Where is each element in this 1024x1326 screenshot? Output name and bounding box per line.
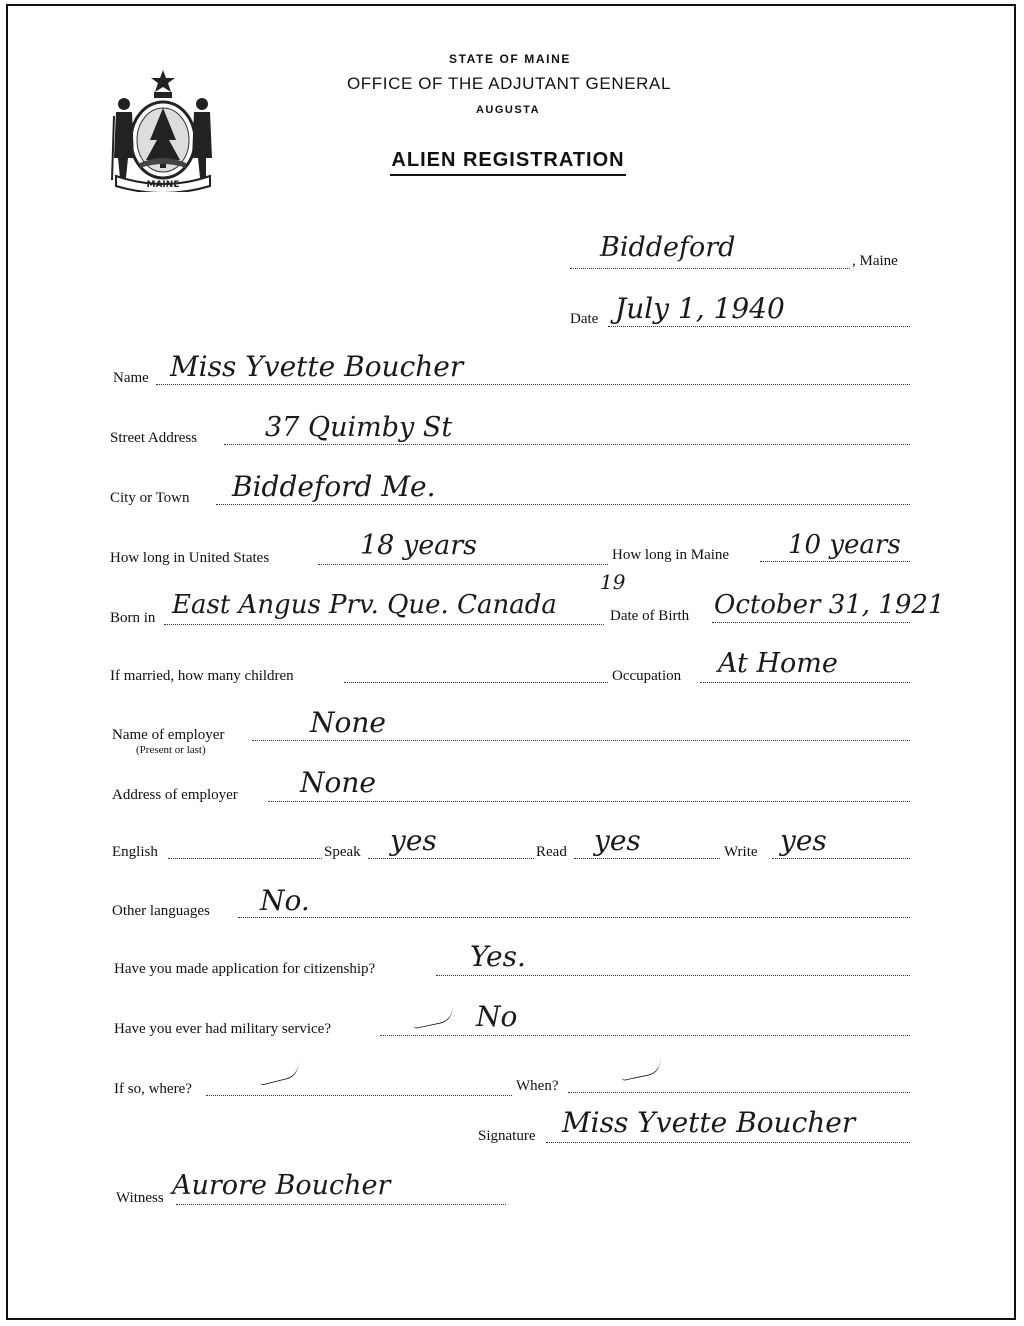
- occupation-label: Occupation: [612, 668, 682, 684]
- street-value: 37 Quimby St: [265, 412, 453, 443]
- city-heading: AUGUSTA: [475, 104, 541, 116]
- write-value: yes: [780, 824, 827, 857]
- citizenship-value: Yes.: [470, 940, 526, 973]
- how-long-maine-line: [760, 561, 910, 562]
- document-border: [6, 4, 1016, 1320]
- children-line: [344, 682, 608, 683]
- dob-century-note: 19: [600, 570, 626, 594]
- other-languages-line: [238, 917, 910, 918]
- employer-name-sublabel: (Present or last): [136, 744, 206, 756]
- when-line: [568, 1092, 910, 1093]
- signature-label: Signature: [478, 1128, 536, 1144]
- city-value: Biddeford Me.: [232, 470, 436, 503]
- read-label: Read: [536, 844, 567, 860]
- city-line: [216, 504, 910, 505]
- how-long-us-label: How long in United States: [110, 550, 270, 566]
- employer-address-line: [268, 801, 910, 802]
- witness-value: Aurore Boucher: [172, 1170, 391, 1201]
- date-of-birth-value: October 31, 1921: [714, 590, 945, 620]
- speak-label: Speak: [324, 844, 361, 860]
- occupation-line: [700, 682, 910, 683]
- if-so-where-line: [206, 1095, 512, 1096]
- how-long-us-line: [318, 564, 608, 565]
- town-value: Biddeford: [600, 232, 736, 263]
- born-in-value: East Angus Prv. Que. Canada: [172, 590, 557, 620]
- write-line: [772, 858, 910, 859]
- military-label: Have you ever had military service?: [114, 1021, 331, 1037]
- military-value: No: [476, 1000, 518, 1033]
- witness-label: Witness: [116, 1190, 164, 1206]
- how-long-maine-value: 10 years: [788, 530, 901, 560]
- signature-line: [546, 1142, 910, 1143]
- date-value: July 1, 1940: [615, 292, 785, 325]
- street-label: Street Address: [110, 430, 198, 446]
- if-so-where-label: If so, where?: [114, 1081, 192, 1097]
- occupation-value: At Home: [718, 648, 838, 679]
- citizenship-label: Have you made application for citizenship?: [114, 961, 376, 977]
- children-label: If married, how many children: [110, 668, 294, 684]
- how-long-us-value: 18 years: [360, 530, 478, 561]
- how-long-maine-label: How long in Maine: [612, 547, 730, 563]
- other-languages-value: No.: [260, 884, 310, 917]
- maine-label: , Maine: [852, 253, 898, 269]
- name-line: [156, 384, 910, 385]
- born-in-label: Born in: [110, 610, 156, 626]
- office-heading: OFFICE OF THE ADJUTANT GENERAL: [346, 74, 672, 93]
- employer-name-label: Name of employer: [112, 727, 225, 743]
- english-line: [168, 858, 322, 859]
- speak-line: [368, 858, 534, 859]
- witness-line: [176, 1204, 506, 1205]
- english-label: English: [112, 844, 158, 860]
- seal-banner-text: MAINE: [146, 180, 180, 190]
- form-title-text: ALIEN REGISTRATION: [390, 149, 625, 176]
- date-line: [608, 326, 910, 327]
- date-of-birth-label: Date of Birth: [610, 608, 690, 624]
- date-of-birth-line: [712, 622, 910, 623]
- other-languages-label: Other languages: [112, 903, 210, 919]
- signature-value: Miss Yvette Boucher: [562, 1106, 856, 1139]
- town-line: [570, 268, 850, 269]
- military-line: [380, 1035, 910, 1036]
- employer-name-line: [252, 740, 910, 741]
- state-heading: STATE OF MAINE: [449, 52, 571, 66]
- citizenship-line: [436, 975, 910, 976]
- read-value: yes: [594, 824, 641, 857]
- name-label: Name: [113, 370, 149, 386]
- form-title: [0, 149, 1016, 172]
- read-line: [574, 858, 720, 859]
- city-label: City or Town: [110, 490, 190, 506]
- employer-name-value: None: [310, 706, 386, 739]
- when-label: When?: [516, 1078, 559, 1094]
- speak-value: yes: [390, 824, 437, 857]
- street-line: [224, 444, 910, 445]
- employer-address-value: None: [300, 766, 376, 799]
- date-label: Date: [570, 311, 599, 327]
- born-in-line: [164, 624, 604, 625]
- name-value: Miss Yvette Boucher: [170, 350, 464, 383]
- employer-address-label: Address of employer: [112, 787, 238, 803]
- write-label: Write: [724, 844, 758, 860]
